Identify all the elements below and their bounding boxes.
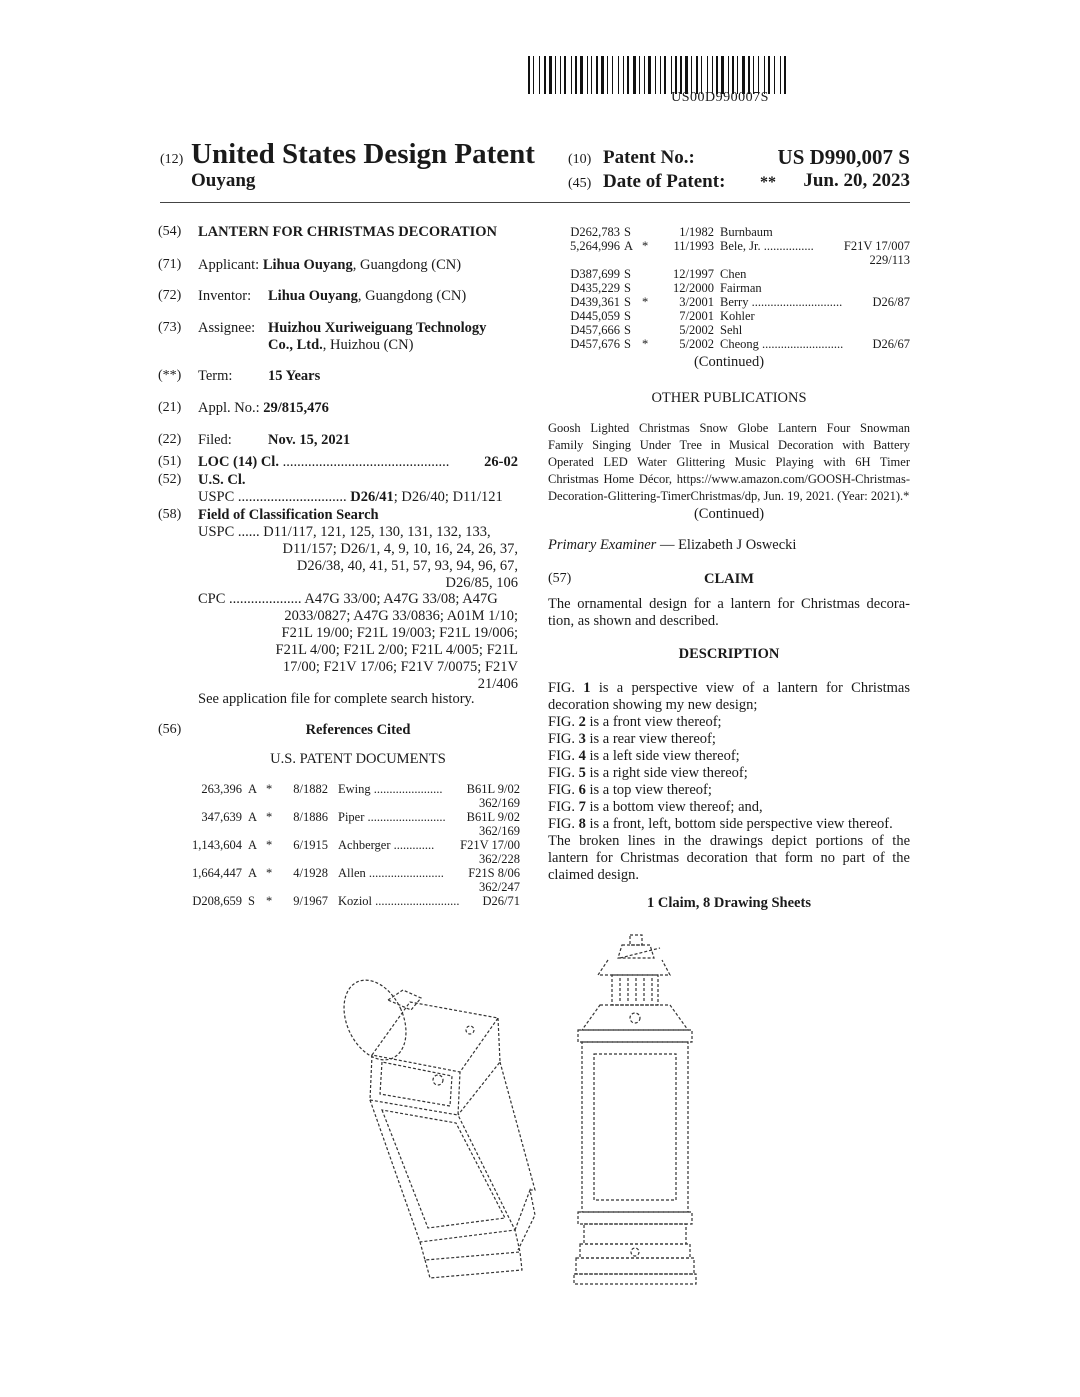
reference-dots: .......................... <box>762 337 844 351</box>
assignee-line1: Huizhou Xuriweiguang Technology <box>268 320 487 336</box>
patent-no-label: Patent No.: <box>603 147 695 168</box>
code-56: (56) <box>158 722 182 737</box>
filed-label: Filed: <box>198 432 232 448</box>
code-21: (21) <box>158 400 182 415</box>
reference-num: 5,264,996 <box>570 239 620 253</box>
description-text-part: is a front, left, bottom side perspective view thereof. <box>585 816 893 832</box>
description-line <box>548 765 910 782</box>
barcode-bar <box>533 56 534 94</box>
reference-name-text: Berry <box>720 295 749 309</box>
description-line <box>548 867 910 884</box>
reference-date: 9/1967 <box>293 894 328 908</box>
description-text-part: FIG. <box>548 765 579 781</box>
description-text <box>548 680 910 884</box>
reference-dots: ......................... <box>367 810 446 824</box>
reference-name-text: Ewing <box>338 782 371 796</box>
text-line: Family Singing Under Tree in Musical Decoration with Battery <box>548 438 910 452</box>
reference-kind: S <box>248 894 255 908</box>
primary-examiner: Primary Examiner — Elizabeth J Oswecki <box>548 537 797 553</box>
text-line: Goosh Lighted Christmas Snow Globe Lantern Four Snowman <box>548 421 910 435</box>
other-publications-title: OTHER PUBLICATIONS <box>651 390 807 406</box>
reference-name <box>720 337 844 351</box>
barcode-bar <box>623 56 624 94</box>
description-text-part: The broken lines in the drawings depict portions of the <box>548 833 910 849</box>
reference-kind: S <box>624 323 631 337</box>
barcode-bar <box>627 56 629 94</box>
continued-1: (Continued) <box>693 354 765 370</box>
reference-class-secondary: 362/169 <box>479 824 520 838</box>
barcode-bar <box>685 56 688 94</box>
code-51: (51) <box>158 454 182 469</box>
barcode-bar <box>671 56 672 94</box>
filed-value: Nov. 15, 2021 <box>268 432 351 448</box>
description-line <box>548 748 910 765</box>
text-line: tion, as shown and described. <box>548 613 719 629</box>
code-58: (58) <box>158 507 182 522</box>
text-line: CPC .................... A47G 33/00; A47G 33/08; A47G <box>198 591 498 607</box>
reference-kind: A <box>248 810 258 824</box>
reference-row <box>548 309 910 323</box>
code-10: (10) <box>568 152 592 167</box>
reference-class-secondary: 362/169 <box>479 796 520 810</box>
text-line: 17/00; F21V 17/06; F21V 7/0075; F21V <box>282 659 518 675</box>
description-text-part: is a perspective view of a lantern for Christmas <box>590 680 910 696</box>
barcode-bar <box>680 56 682 94</box>
applicant: Applicant: Lihua Ouyang, Guangdong (CN) <box>198 257 462 273</box>
description-text-part: FIG. <box>548 714 579 730</box>
claims-sheets: 1 Claim, 8 Drawing Sheets <box>647 895 811 911</box>
code-73: (73) <box>158 320 182 335</box>
barcode-bar <box>564 56 566 94</box>
description-line <box>548 782 910 799</box>
text-line: D11/157; D26/1, 4, 9, 10, 16, 24, 26, 37, <box>282 541 518 557</box>
reference-num: D387,699 <box>570 267 620 281</box>
references-cited-title: References Cited <box>305 722 411 738</box>
reference-name-text: Achberger <box>338 838 391 852</box>
header-rule <box>160 202 910 203</box>
right-references-list <box>548 225 910 355</box>
reference-row <box>548 225 910 239</box>
reference-name <box>338 810 450 824</box>
reference-date: 5/2002 <box>679 337 714 351</box>
description-text-part: is a bottom view thereof; and, <box>585 799 763 815</box>
text-line: Operated LED Water Glittering Music Playing with 6H Timer <box>548 455 910 469</box>
reference-row <box>170 838 520 852</box>
reference-row <box>548 323 910 337</box>
appl-no: Appl. No.: 29/815,476 <box>198 400 329 416</box>
reference-row <box>548 337 910 351</box>
barcode-bar <box>544 56 546 94</box>
see-application-note: See application file for complete search history. <box>198 691 475 707</box>
reference-date: 8/1882 <box>293 782 328 796</box>
header-inventor: Ouyang <box>191 170 256 191</box>
code-54: (54) <box>158 224 182 239</box>
description-text-part: FIG. <box>548 731 579 747</box>
patent-date: Jun. 20, 2023 <box>803 170 910 191</box>
barcode-bar <box>780 56 781 94</box>
other-publications-text <box>548 420 910 505</box>
barcode-bar <box>664 56 666 94</box>
reference-star: * <box>266 810 273 824</box>
figure-number: 1 <box>583 680 591 696</box>
uspc-line: USPC .............................. D26/41; D26/40; D11/121 <box>198 489 503 505</box>
reference-num: D457,666 <box>570 323 620 337</box>
reference-name: Burnbaum <box>720 225 773 239</box>
description-line <box>548 714 910 731</box>
assignee-line2: Co., Ltd., Huizhou (CN) <box>268 337 414 353</box>
reference-date: 7/2001 <box>679 309 714 323</box>
reference-num: 263,396 <box>201 782 242 796</box>
reference-name <box>338 782 450 796</box>
barcode-bar <box>618 56 619 94</box>
lantern-front-drawing <box>570 930 710 1300</box>
barcode-bar <box>748 56 750 94</box>
barcode-bar <box>784 56 786 94</box>
reference-star: * <box>642 239 649 253</box>
figure-number: 2 <box>578 714 586 730</box>
reference-date: 4/1928 <box>293 866 328 880</box>
us-cl-label: U.S. Cl. <box>198 472 246 488</box>
reference-name <box>720 295 843 309</box>
description-text-part: is a left side view thereof; <box>585 748 740 764</box>
reference-name-text: Bele, Jr. <box>720 239 761 253</box>
term-label: Term: <box>198 368 233 384</box>
reference-star: * <box>266 838 273 852</box>
description-line <box>548 680 910 697</box>
date-marker: ** <box>760 174 776 191</box>
barcode-bar <box>737 56 738 94</box>
reference-date: 5/2002 <box>679 323 714 337</box>
reference-star: * <box>266 782 273 796</box>
description-line <box>548 833 910 850</box>
text-line: 21/406 <box>477 676 518 692</box>
reference-star: * <box>642 295 649 309</box>
barcode-bar <box>712 56 713 94</box>
reference-class-secondary: 362/247 <box>479 880 520 894</box>
barcode-bar <box>716 56 718 94</box>
reference-date: 1/1982 <box>679 225 714 239</box>
text-line: Christmas Home Décor, https://www.amazon.com/GOOSH-Christmas- <box>548 472 910 486</box>
reference-row <box>170 810 520 824</box>
description-text-part: is a right side view thereof; <box>585 765 748 781</box>
code-72: (72) <box>158 288 182 303</box>
reference-class: D26/67 <box>872 337 910 351</box>
reference-class: D26/87 <box>872 295 910 309</box>
reference-date: 12/2000 <box>673 281 714 295</box>
barcode-bar <box>633 56 636 94</box>
description-text-part: is a rear view thereof; <box>585 731 716 747</box>
barcode-bar <box>571 56 572 94</box>
reference-row <box>170 866 520 880</box>
barcode-bar <box>587 56 588 94</box>
barcode-bar <box>768 56 770 94</box>
description-text-part: FIG. <box>548 799 579 815</box>
barcode-bar <box>601 56 604 94</box>
reference-dots: ............. <box>393 838 435 852</box>
reference-class: F21V 17/00 <box>460 838 520 852</box>
invention-title: LANTERN FOR CHRISTMAS DECORATION <box>198 224 498 240</box>
text-line: 2033/0827; A47G 33/0836; A01M 1/10; <box>284 608 518 624</box>
reference-row <box>548 239 910 253</box>
date-label: Date of Patent: <box>603 171 726 192</box>
reference-name-text: Cheong <box>720 337 759 351</box>
reference-date: 8/1886 <box>293 810 328 824</box>
reference-num: 347,639 <box>201 810 242 824</box>
claim-title: CLAIM <box>704 571 754 587</box>
code-12: (12) <box>160 152 184 167</box>
reference-class: B61L 9/02 <box>466 810 520 824</box>
inventor: Inventor: <box>198 288 252 304</box>
reference-name <box>338 866 450 880</box>
reference-name <box>338 894 460 908</box>
reference-row <box>170 894 520 908</box>
reference-name: Fairman <box>720 281 762 295</box>
reference-name-text: Koziol <box>338 894 373 908</box>
code-52: (52) <box>158 472 182 487</box>
description-text-part: claimed design. <box>548 867 640 883</box>
barcode-bar <box>612 56 613 94</box>
barcode-bar <box>607 56 608 94</box>
barcode-bar <box>644 56 645 94</box>
reference-num: D445,059 <box>570 309 620 323</box>
description-text-part: is a front view thereof; <box>585 714 722 730</box>
barcode-bar <box>696 56 698 94</box>
code-45: (45) <box>568 176 592 191</box>
figure-number: 8 <box>578 816 586 832</box>
barcode-bar <box>580 56 583 94</box>
barcode-bar <box>675 56 677 94</box>
figure-number: 3 <box>578 731 586 747</box>
reference-num: D208,659 <box>192 894 242 908</box>
reference-class: D26/71 <box>482 894 520 908</box>
barcode-bar <box>648 56 651 94</box>
figure-number: 6 <box>578 782 586 798</box>
barcode-bar <box>555 56 556 94</box>
loc-class: LOC (14) Cl. .............................................. <box>198 454 450 470</box>
description-line <box>548 697 910 714</box>
barcode-bar <box>707 56 708 94</box>
reference-name: Kohler <box>720 309 755 323</box>
reference-date: 11/1993 <box>673 239 714 253</box>
continued-2: (Continued) <box>693 506 765 522</box>
text-line: D26/38, 40, 41, 51, 57, 93, 94, 96, 67, <box>296 558 518 574</box>
barcode-bar <box>764 56 765 94</box>
us-patent-documents-title: U.S. PATENT DOCUMENTS <box>270 751 446 767</box>
reference-dots: ............................. <box>751 295 843 309</box>
description-text-part: is a top view thereof; <box>585 782 712 798</box>
reference-name <box>720 239 840 253</box>
barcode-bar <box>701 56 702 94</box>
assignee-label: Assignee: <box>198 320 256 336</box>
reference-kind: S <box>624 309 631 323</box>
document-title: United States Design Patent <box>191 138 535 170</box>
barcode-bar <box>560 56 561 94</box>
term-value: 15 Years <box>268 368 321 384</box>
figure-number: 4 <box>578 748 586 764</box>
reference-num: D262,783 <box>570 225 620 239</box>
reference-name-text: Allen <box>338 866 366 880</box>
reference-class-secondary: 362/228 <box>479 852 520 866</box>
reference-date: 12/1997 <box>673 267 714 281</box>
barcode-bar <box>721 56 724 94</box>
description-text-part: lantern for Christmas decoration that form no part of the <box>548 850 910 866</box>
barcode-bar <box>742 56 745 94</box>
barcode-bar <box>660 56 661 94</box>
figure-number: 7 <box>578 799 586 815</box>
reference-row <box>170 782 520 796</box>
reference-kind: A <box>624 239 634 253</box>
reference-kind: S <box>624 267 631 281</box>
barcode-bar <box>549 56 552 94</box>
reference-date: 6/1915 <box>293 838 328 852</box>
barcode-bar <box>655 56 656 94</box>
reference-kind: S <box>624 225 631 239</box>
reference-star: * <box>266 866 273 880</box>
text-line: Decoration-Glittering-TimerChristmas/dp, Jun. 19, 2021. (Year: 2021).* <box>548 489 910 503</box>
description-text-part: FIG. <box>548 782 579 798</box>
reference-kind: S <box>624 281 631 295</box>
description-title: DESCRIPTION <box>678 646 780 662</box>
barcode-bar <box>774 56 775 94</box>
code-71: (71) <box>158 257 182 272</box>
code-57: (57) <box>548 571 572 586</box>
description-line <box>548 799 910 816</box>
barcode-bar <box>596 56 598 94</box>
reference-dots: ................ <box>763 239 814 253</box>
barcode-bar <box>539 56 540 94</box>
text-line: The ornamental design for a lantern for Christmas decora- <box>548 596 910 612</box>
reference-dots: ........................ <box>368 866 444 880</box>
description-text-part: FIG. <box>548 748 579 764</box>
reference-class: F21S 8/06 <box>468 866 520 880</box>
field-search-label: Field of Classification Search <box>198 507 379 523</box>
description-text-part: FIG. <box>548 680 584 696</box>
text-line: USPC ...... D11/117, 121, 125, 130, 131, 132, 133, <box>198 524 491 540</box>
description-text-part: decoration showing my new design; <box>548 697 758 713</box>
reference-row <box>548 295 910 309</box>
reference-dots: ........................... <box>375 894 460 908</box>
reference-class: B61L 9/02 <box>466 782 520 796</box>
barcode <box>528 56 912 94</box>
description-line <box>548 850 910 867</box>
barcode-bar <box>575 56 577 94</box>
reference-kind: S <box>624 295 631 309</box>
barcode-bar <box>753 56 754 94</box>
reference-num: D457,676 <box>570 337 620 351</box>
barcode-number: US00D990007S <box>671 90 769 105</box>
code-term: (**) <box>158 368 182 383</box>
reference-name: Chen <box>720 267 747 281</box>
loc-value: 26-02 <box>484 454 518 470</box>
reference-dots: ...................... <box>373 782 443 796</box>
text-line: D26/85, 106 <box>445 575 518 591</box>
reference-kind: A <box>248 782 258 796</box>
reference-name <box>338 838 450 852</box>
description-text-part: FIG. <box>548 816 579 832</box>
reference-num: 1,143,604 <box>192 838 242 852</box>
text-line: F21L 4/00; F21L 2/00; F21L 4/005; F21L <box>275 642 518 658</box>
reference-class-secondary: 229/113 <box>869 253 910 267</box>
barcode-bar <box>758 56 759 94</box>
reference-kind: A <box>248 838 258 852</box>
reference-num: 1,664,447 <box>192 866 242 880</box>
field-uspc <box>198 524 518 592</box>
text-line: F21L 19/00; F21L 19/003; F21L 19/006; <box>281 625 518 641</box>
reference-star: * <box>642 337 649 351</box>
barcode-bar <box>728 56 729 94</box>
reference-kind: S <box>624 337 631 351</box>
reference-star: * <box>266 894 273 908</box>
patent-number: US D990,007 S <box>777 145 910 169</box>
barcode-bar <box>639 56 640 94</box>
lantern-perspective-drawing <box>330 960 590 1280</box>
claim-text <box>548 596 910 630</box>
barcode-bar <box>528 56 530 94</box>
reference-num: D435,229 <box>570 281 620 295</box>
reference-kind: A <box>248 866 258 880</box>
description-line <box>548 731 910 748</box>
reference-num: D439,361 <box>570 295 620 309</box>
reference-class: F21V 17/007 <box>843 239 910 253</box>
reference-name-text: Piper <box>338 810 365 824</box>
code-22: (22) <box>158 432 182 447</box>
field-cpc <box>198 591 518 693</box>
description-line <box>548 816 910 833</box>
barcode-bar <box>691 56 692 94</box>
barcode-bar <box>732 56 734 94</box>
reference-row <box>548 281 910 295</box>
reference-date: 3/2001 <box>679 295 714 309</box>
reference-name: Sehl <box>720 323 743 337</box>
left-references-list <box>170 782 520 922</box>
figure-number: 5 <box>578 765 586 781</box>
reference-row <box>548 267 910 281</box>
barcode-bar <box>591 56 592 94</box>
inventor-value: Lihua Ouyang, Guangdong (CN) <box>268 288 467 304</box>
